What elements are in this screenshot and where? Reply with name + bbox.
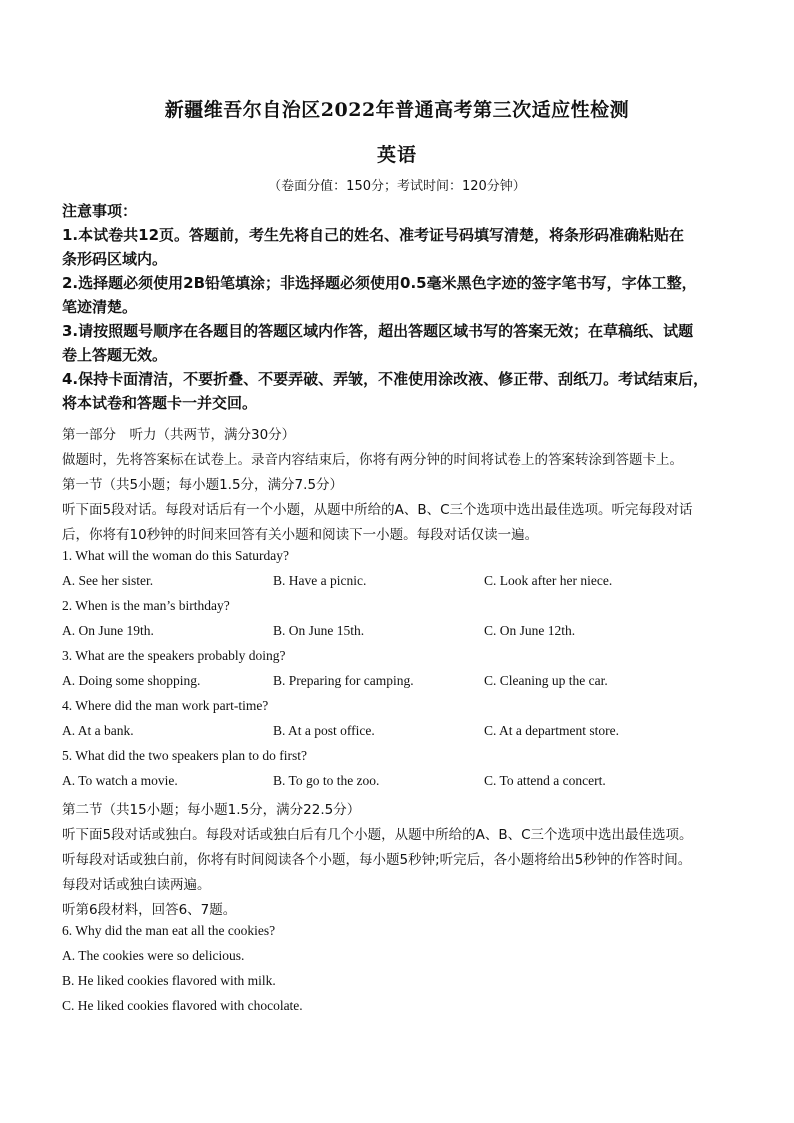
option-a: A. On June 19th. — [62, 623, 154, 638]
question-stem: 5. What did the two speakers plan to do first? — [62, 748, 307, 763]
option-b: B. Have a picnic. — [273, 573, 367, 588]
question-stem: 1. What will the woman do this Saturday? — [62, 548, 289, 563]
exam-title: 新疆维吾尔自治区2022年普通高考第三次适应性检测 — [164, 99, 630, 121]
option-c: C. To attend a concert. — [484, 773, 606, 788]
option-a: A. To watch a movie. — [62, 773, 178, 788]
question-stem: 4. Where did the man work part-time? — [62, 698, 269, 713]
section-instruction: 听下面5段对话或独白。每段对话或独白后有几个小题，从题中所给的A、B、C三个选项中选出最佳选项。 — [62, 827, 693, 843]
section-instruction: 听每段对话或独白前，你将有时间阅读各个小题，每小题5秒钟;听完后，各小题将给出5秒钟的作答时间。 — [62, 852, 692, 868]
notice-line: 3.请按照题号顺序在各题目的答题区域内作答，超出答题区域书写的答案无效；在草稿纸、试题 — [62, 322, 694, 340]
notice-line: 4.保持卡面清洁，不要折叠、不要弄破、弄皱，不准使用涂改液、修正带、刮纸刀。考试结束后， — [62, 370, 709, 388]
notice-line: 将本试卷和答题卡一并交回。 — [62, 394, 258, 412]
option-b: B. On June 15th. — [273, 623, 365, 638]
option-b: B. Preparing for camping. — [273, 673, 414, 688]
question-stem: 6. Why did the man eat all the cookies? — [62, 923, 276, 938]
option-b: B. To go to the zoo. — [273, 773, 380, 788]
section-heading: 第二节（共15小题；每小题1.5分，满分22.5分） — [62, 802, 361, 818]
option-c: C. He liked cookies flavored with chocolate. — [62, 998, 303, 1013]
option-b: B. At a post office. — [273, 723, 375, 738]
section-instruction: 听下面5段对话。每段对话后有一个小题，从题中所给的A、B、C三个选项中选出最佳选项。听完每段对话 — [62, 502, 693, 518]
section-heading: 第一节（共5小题；每小题1.5分，满分7.5分） — [62, 477, 344, 493]
section-instruction: 每段对话或独白读两遍。 — [62, 877, 211, 893]
option-b: B. He liked cookies flavored with milk. — [62, 973, 276, 988]
exam-info: （卷面分值：150分；考试时间：120分钟） — [268, 179, 526, 194]
notice-line: 笔迹清楚。 — [62, 298, 138, 316]
question-stem: 3. What are the speakers probably doing? — [62, 648, 286, 663]
option-a: A. At a bank. — [62, 723, 134, 738]
subject-title: 英语 — [376, 144, 417, 166]
notice-line: 2.选择题必须使用2B铅笔填涂；非选择题必须使用0.5毫米黑色字迹的签字笔书写，字体工整， — [62, 274, 697, 292]
option-a: A. The cookies were so delicious. — [62, 948, 245, 963]
section-instruction: 后，你将有10秒钟的时间来回答有关小题和阅读下一小题。每段对话仅读一遍。 — [62, 527, 539, 543]
notice-line: 1.本试卷共12页。答题前，考生先将自己的姓名、准考证号码填写清楚，将条形码准确粘贴在 — [62, 226, 685, 244]
material-instruction: 听第6段材料，回答6、7题。 — [62, 902, 237, 918]
part-heading: 第一部分 听力（共两节，满分30分） — [62, 427, 296, 443]
option-a: A. Doing some shopping. — [62, 673, 201, 688]
option-c: C. On June 12th. — [484, 623, 576, 638]
option-c: C. Look after her niece. — [484, 573, 613, 588]
part-instruction: 做题时，先将答案标在试卷上。录音内容结束后，你将有两分钟的时间将试卷上的答案转涂到答题卡上。 — [62, 452, 683, 468]
question-stem: 2. When is the man’s birthday? — [62, 598, 230, 613]
notice-line: 条形码区域内。 — [62, 250, 168, 268]
option-c: C. Cleaning up the car. — [484, 673, 608, 688]
option-c: C. At a department store. — [484, 723, 619, 738]
option-a: A. See her sister. — [62, 573, 154, 588]
notice-heading: 注意事项： — [62, 202, 138, 220]
notice-line: 卷上答题无效。 — [62, 346, 168, 364]
